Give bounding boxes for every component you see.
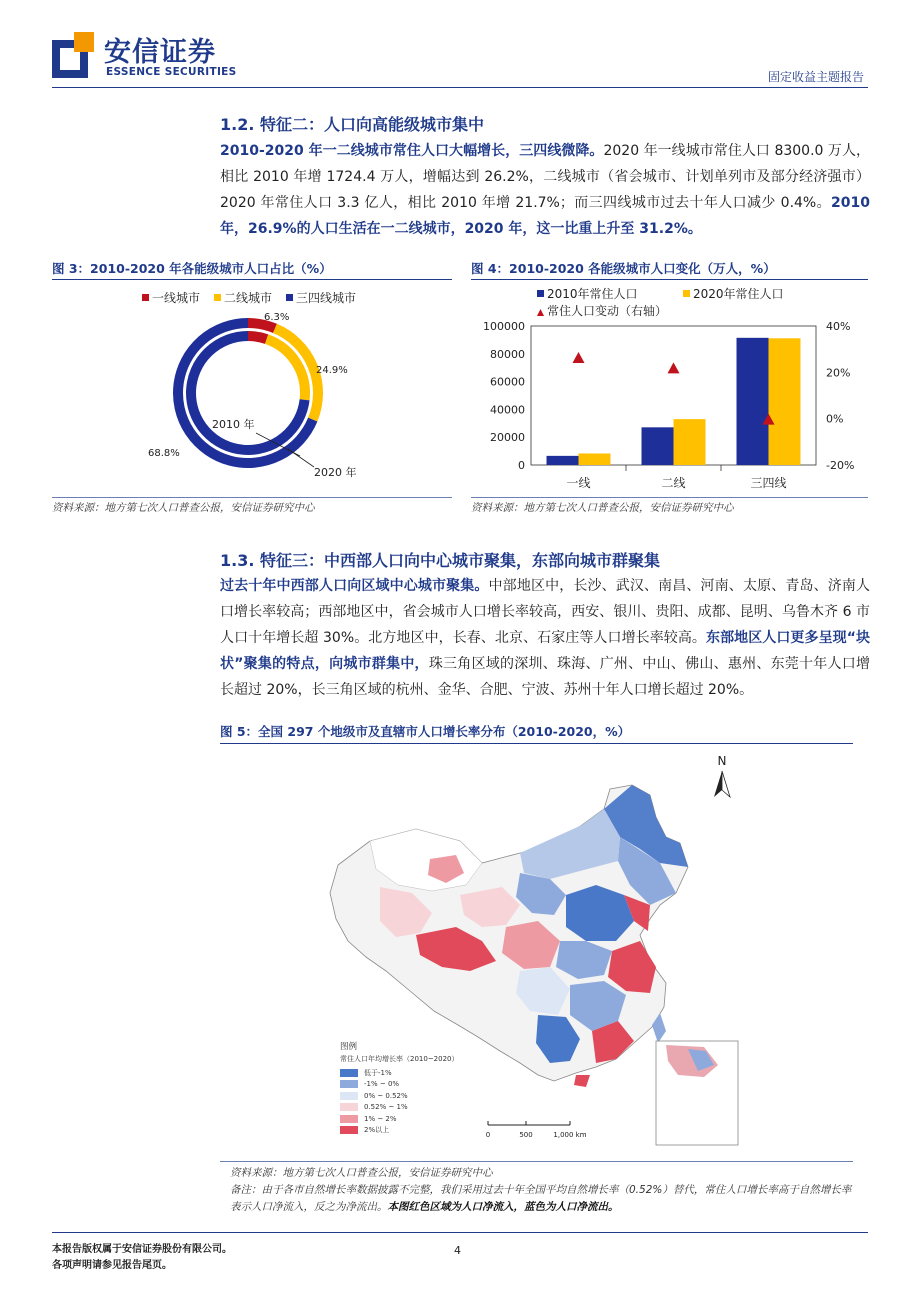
legend-swatch-tier34 [286, 294, 293, 301]
x-tick-label-二线: 二线 [661, 476, 686, 490]
fig5-source: 资料来源：地方第七次人口普查公报，安信证券研究中心 [230, 1167, 493, 1179]
x-tick-label-三四线: 三四线 [750, 476, 787, 490]
legend-label-tier34: 三四线城市 [296, 291, 357, 305]
legend-swatch-2020 [683, 290, 690, 297]
bar-2010年常住人口-一线 [547, 456, 579, 465]
north-arrow-icon [714, 754, 730, 797]
svg-text:500: 500 [519, 1131, 533, 1139]
fig4-bar-chart [471, 283, 868, 495]
legend-label: 2%以上 [364, 1126, 390, 1135]
fig3-title: 图 3：2010-2020 年各能级城市人口占比（%） [52, 261, 332, 276]
change-marker-二线 [668, 362, 680, 373]
legend-swatch-2010 [537, 290, 544, 297]
slice-label-tier1: 6.3% [264, 312, 290, 323]
legend-subtitle: 常住人口年均增长率（2010~2020） [340, 1055, 459, 1063]
paragraph-highlight: 过去十年中西部人口向区域中心城市聚集。 [220, 578, 489, 594]
slice-label-tier2: 24.9% [316, 365, 348, 376]
legend-label-2020: 2020年常住人口 [693, 287, 784, 301]
y-tick-label: 100000 [483, 320, 525, 333]
paragraph-highlight: 2010 年，26.9%的人口生活在一二线城市，2020 年，这一比重上升至 31.2%。 [220, 195, 870, 237]
legend-title: 图例 [340, 1042, 358, 1052]
header-divider [52, 87, 868, 88]
fig3-donut-chart [52, 283, 452, 495]
donut-ring-2020 [178, 323, 318, 463]
legend-label: 1% ~ 2% [364, 1114, 397, 1123]
section-1-2-title: 1.2. 特征二：人口向高能级城市集中 [220, 115, 484, 134]
section-1-3-title: 1.3. 特征三：中西部人口向中心城市聚集，东部向城市群聚集 [220, 551, 660, 570]
svg-text:1,000 km: 1,000 km [553, 1131, 587, 1139]
legend-swatch [340, 1126, 358, 1134]
x-tick-label-一线: 一线 [566, 476, 591, 490]
fig3-bottom-rule [52, 497, 452, 498]
bar-2020年常住人口-三四线 [769, 338, 801, 465]
page-header [0, 0, 920, 90]
fig4-top-rule [471, 279, 868, 280]
legend-label: 0% ~ 0.52% [364, 1091, 408, 1100]
paragraph-text: 中部地区中，长沙、武汉、南昌、河南、太原、青岛、济南人口增长率较高；西部地区中，省会城市人口增长率较高，西安、银川、贵阳、成都、昆明、乌鲁木齐 6 市人口十年增长超 30%。北方地区中，长春、北京、石家庄等人口增长率较高。 [220, 578, 871, 646]
paragraph-text: 2020 年一线城市常住人口 8300.0 万人，相比 2010 年增 1724.4 万人，增幅达到 26.2%，二线城市（省会城市、计划单列市及部分经济强市）2020 年常住人口 3.3 亿人，相比 2010 年增 21.7%；而三四线城市过去十年人口减少 0.4%。 [220, 143, 870, 211]
legend-swatch-tier2 [214, 294, 221, 301]
note-highlight: 本图红色区域为人口净流入，蓝色为人口净流出。 [387, 1201, 619, 1213]
legend-item [340, 1102, 500, 1114]
report-type: 固定收益主题报告 [767, 70, 864, 84]
svg-text:N: N [717, 754, 727, 768]
legend-label-tier1: 一线城市 [152, 291, 201, 305]
paragraph-highlight: 2010-2020 年一二线城市常住人口大幅增长，三四线微降。 [220, 143, 604, 159]
page-number: 4 [454, 1244, 461, 1257]
legend-label: 低于-1% [364, 1068, 392, 1077]
legend-label: -1% ~ 0% [364, 1080, 400, 1089]
y-tick-label: 60000 [490, 375, 525, 389]
china-population-growth-map [220, 745, 853, 1160]
section-1-3-paragraph [220, 573, 870, 703]
section-1-2-paragraph [220, 138, 870, 242]
legend-swatch [340, 1103, 358, 1111]
fig4-bottom-rule [471, 497, 868, 498]
fig3-legend [142, 290, 356, 305]
leader-line-2020 [288, 449, 314, 467]
fig3-source: 资料来源：地方第七次人口普查公报，安信证券研究中心 [52, 502, 315, 514]
legend-item [340, 1067, 500, 1079]
legend-item [340, 1079, 500, 1091]
donut-slice-2010 年-一线城市 [248, 336, 267, 339]
outer-ring-label: 2020 年 [314, 466, 357, 479]
y2-tick-label: 20% [826, 366, 851, 380]
fig4-source: 资料来源：地方第七次人口普查公报，安信证券研究中心 [471, 502, 734, 514]
legend-swatch [340, 1115, 358, 1123]
legend-swatch [340, 1092, 358, 1100]
change-marker-一线 [573, 352, 585, 363]
footer-divider [52, 1232, 868, 1233]
legend-swatch [340, 1080, 358, 1088]
legend-swatch-tier1 [142, 294, 149, 301]
fig3-top-rule [52, 279, 452, 280]
bar-2020年常住人口-二线 [674, 419, 706, 465]
slice-label-tier34: 68.8% [148, 448, 180, 459]
y-tick-label: 20000 [490, 431, 525, 445]
essence-logo-icon [52, 32, 94, 78]
footer-disclaimer: 各项声明请参见报告尾页。 [52, 1260, 172, 1271]
fig4-title: 图 4：2010-2020 各能级城市人口变化（万人，%） [471, 261, 776, 276]
y2-tick-label: -20% [826, 459, 855, 472]
company-name-cn: 安信证券 [104, 37, 216, 68]
donut-ring-2010 [191, 336, 305, 450]
svg-text:0: 0 [485, 1131, 491, 1139]
inner-ring-label: 2010 年 [212, 418, 255, 431]
legend-label: 0.52% ~ 1% [364, 1103, 408, 1112]
map-scale-bar [486, 1121, 587, 1139]
legend-swatch [340, 1069, 358, 1077]
fig4-legend [537, 286, 784, 318]
y2-tick-label: 0% [826, 412, 844, 426]
y2-tick-label: 40% [826, 320, 851, 333]
y-tick-label: 80000 [490, 347, 525, 361]
donut-slice-2020 年-一线城市 [248, 323, 275, 328]
company-name-en: ESSENCE SECURITIES [106, 66, 237, 78]
paragraph-highlight: 东部地区人口更多呈现“块状”聚集的特点，向城市群集中， [220, 630, 870, 672]
map-legend [340, 1040, 500, 1136]
note-text: 备注：由于各市自然增长率数据披露不完整，我们采用过去十年全国平均自然增长率（0.52%）替代，常住人口增长率高于自然增长率表示人口净流入，反之为净流出。 [230, 1184, 852, 1213]
fig5-title: 图 5：全国 297 个地级市及直辖市人口增长率分布（2010-2020，%） [220, 724, 631, 739]
legend-item [340, 1090, 500, 1102]
legend-item [340, 1125, 500, 1137]
bar-plot-area [483, 320, 854, 490]
bar-2010年常住人口-三四线 [737, 338, 769, 465]
bar-2010年常住人口-二线 [642, 427, 674, 465]
legend-label-change: 常住人口变动（右轴） [547, 304, 668, 318]
legend-label-tier2: 二线城市 [224, 291, 273, 305]
map-region-hainan [574, 1075, 590, 1087]
paragraph-text: 珠三角区域的深圳、珠海、广州、中山、佛山、惠州、东莞十年人口增长超过 20%，长三角区域的杭州、金华、合肥、宁波、苏州十年人口增长超过 20%。 [220, 656, 871, 698]
y-tick-label: 0 [518, 459, 525, 472]
fig5-top-rule [220, 743, 853, 744]
legend-label-2010: 2010年常住人口 [547, 287, 638, 301]
fig5-note [230, 1182, 856, 1216]
fig5-bottom-rule [220, 1161, 853, 1162]
y-tick-label: 40000 [490, 403, 525, 417]
legend-item [340, 1113, 500, 1125]
bar-2020年常住人口-一线 [579, 453, 611, 465]
footer-copyright: 本报告版权属于安信证券股份有限公司。 [52, 1244, 232, 1255]
legend-rows [340, 1067, 500, 1136]
legend-triangle-icon [537, 309, 544, 316]
